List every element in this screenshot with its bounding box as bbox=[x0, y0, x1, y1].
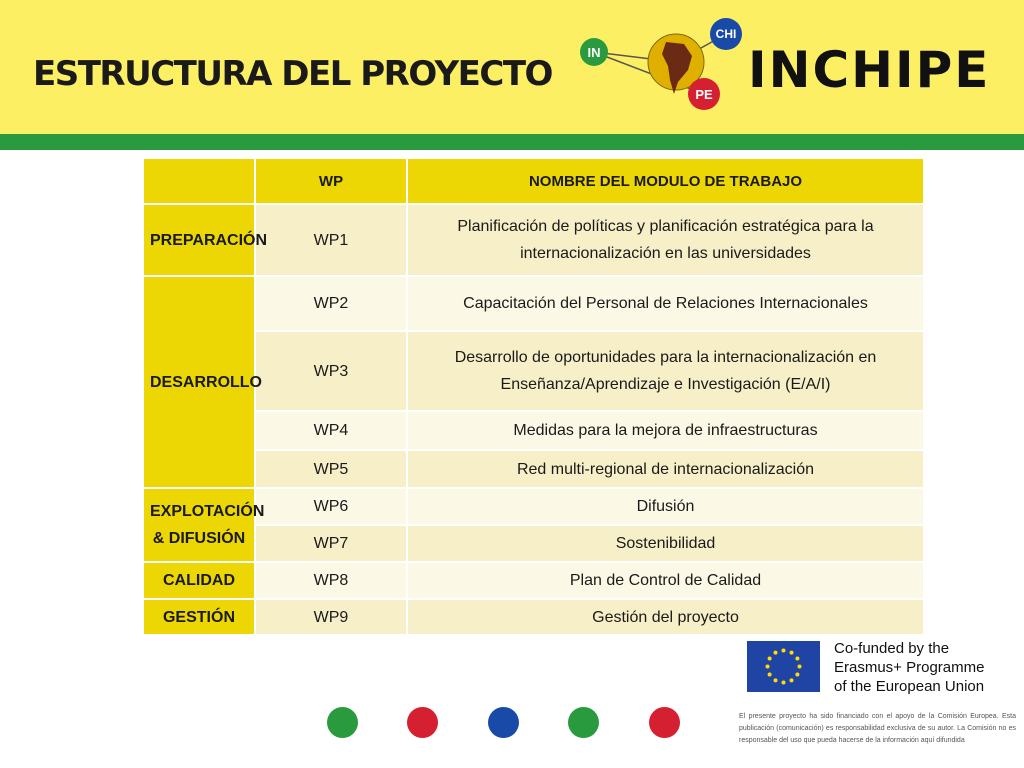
erasmus-cofunded-label bbox=[834, 639, 1020, 696]
eu-line-1: Co-funded by the bbox=[834, 640, 950, 657]
eu-star bbox=[795, 673, 799, 677]
wp-code: WP6 bbox=[255, 488, 407, 525]
eu-flag-icon bbox=[747, 641, 820, 692]
wp-name: Capacitación del Personal de Relaciones Internacionales bbox=[407, 276, 924, 331]
eu-star bbox=[768, 673, 772, 677]
decorative-dot-blue bbox=[488, 707, 519, 738]
table-header-row bbox=[143, 158, 924, 204]
eu-line-2: Erasmus+ Programme bbox=[834, 659, 985, 676]
wp-code: WP9 bbox=[255, 599, 407, 635]
decorative-dot-red bbox=[649, 707, 680, 738]
wp-name: Planificación de políticas y planificación estratégica para la internacionalización en las universidades bbox=[407, 204, 924, 276]
wp-code: WP4 bbox=[255, 411, 407, 450]
phase-preparacion: PREPARACIÓN bbox=[143, 204, 255, 276]
page-title: ESTRUCTURA DEL PROYECTO bbox=[33, 54, 552, 94]
table-row bbox=[143, 525, 924, 562]
badge-chi-label: CHI bbox=[715, 27, 737, 41]
eu-star bbox=[774, 678, 778, 682]
header-wp: WP bbox=[255, 158, 407, 204]
eu-star bbox=[782, 649, 786, 653]
badge-in-label: IN bbox=[587, 45, 601, 60]
eu-star bbox=[768, 657, 772, 661]
wp-code: WP3 bbox=[255, 331, 407, 411]
eu-star bbox=[774, 651, 778, 655]
eu-star bbox=[798, 665, 802, 669]
decorative-dot-green bbox=[327, 707, 358, 738]
table-row bbox=[143, 276, 924, 331]
wp-code: WP1 bbox=[255, 204, 407, 276]
decorative-dot-red bbox=[407, 707, 438, 738]
eu-star bbox=[790, 651, 794, 655]
table-row bbox=[143, 204, 924, 276]
wp-code: WP8 bbox=[255, 562, 407, 599]
wp-name: Red multi-regional de internacionalización bbox=[407, 450, 924, 488]
wp-name: Plan de Control de Calidad bbox=[407, 562, 924, 599]
eu-star bbox=[766, 665, 770, 669]
phase-calidad: CALIDAD bbox=[143, 562, 255, 599]
wp-code: WP5 bbox=[255, 450, 407, 488]
green-divider-band bbox=[0, 134, 1024, 150]
table-row bbox=[143, 599, 924, 635]
eu-star bbox=[790, 678, 794, 682]
badge-pe-label: PE bbox=[695, 87, 713, 102]
wp-name: Desarrollo de oportunidades para la internacionalización en Enseñanza/Aprendizaje e Investigación (E/A/I) bbox=[407, 331, 924, 411]
phase-desarrollo: DESARROLLO bbox=[143, 276, 255, 488]
wp-name: Difusión bbox=[407, 488, 924, 525]
table-row bbox=[143, 450, 924, 488]
table-row bbox=[143, 488, 924, 525]
phase-explotacion-difusion: EXPLOTACIÓN & DIFUSIÓN bbox=[143, 488, 255, 562]
inchipe-wordmark: INCHIPE bbox=[748, 41, 991, 99]
wp-name: Sostenibilidad bbox=[407, 525, 924, 562]
eu-line-3: of the European Union bbox=[834, 678, 985, 695]
wp-code: WP2 bbox=[255, 276, 407, 331]
decorative-dot-green bbox=[568, 707, 599, 738]
header-phase bbox=[143, 158, 255, 204]
phase-gestion: GESTIÓN bbox=[143, 599, 255, 635]
inchipe-network-logo-icon bbox=[578, 14, 746, 118]
wp-code: WP7 bbox=[255, 525, 407, 562]
work-packages-table bbox=[142, 157, 925, 636]
wp-name: Medidas para la mejora de infraestructuras bbox=[407, 411, 924, 450]
wp-name: Gestión del proyecto bbox=[407, 599, 924, 635]
header-module-name: NOMBRE DEL MODULO DE TRABAJO bbox=[407, 158, 924, 204]
table-row bbox=[143, 411, 924, 450]
table-row bbox=[143, 562, 924, 599]
eu-star bbox=[795, 657, 799, 661]
eu-star bbox=[782, 681, 786, 685]
eu-disclaimer: El presente proyecto ha sido financiado con el apoyo de la Comisión Europea. Esta publicación (comunicación) es responsabilidad exclusiva de su autor. La Comisión no es responsable del uso que pueda hacerse de la información aquí difundida bbox=[739, 713, 1016, 744]
